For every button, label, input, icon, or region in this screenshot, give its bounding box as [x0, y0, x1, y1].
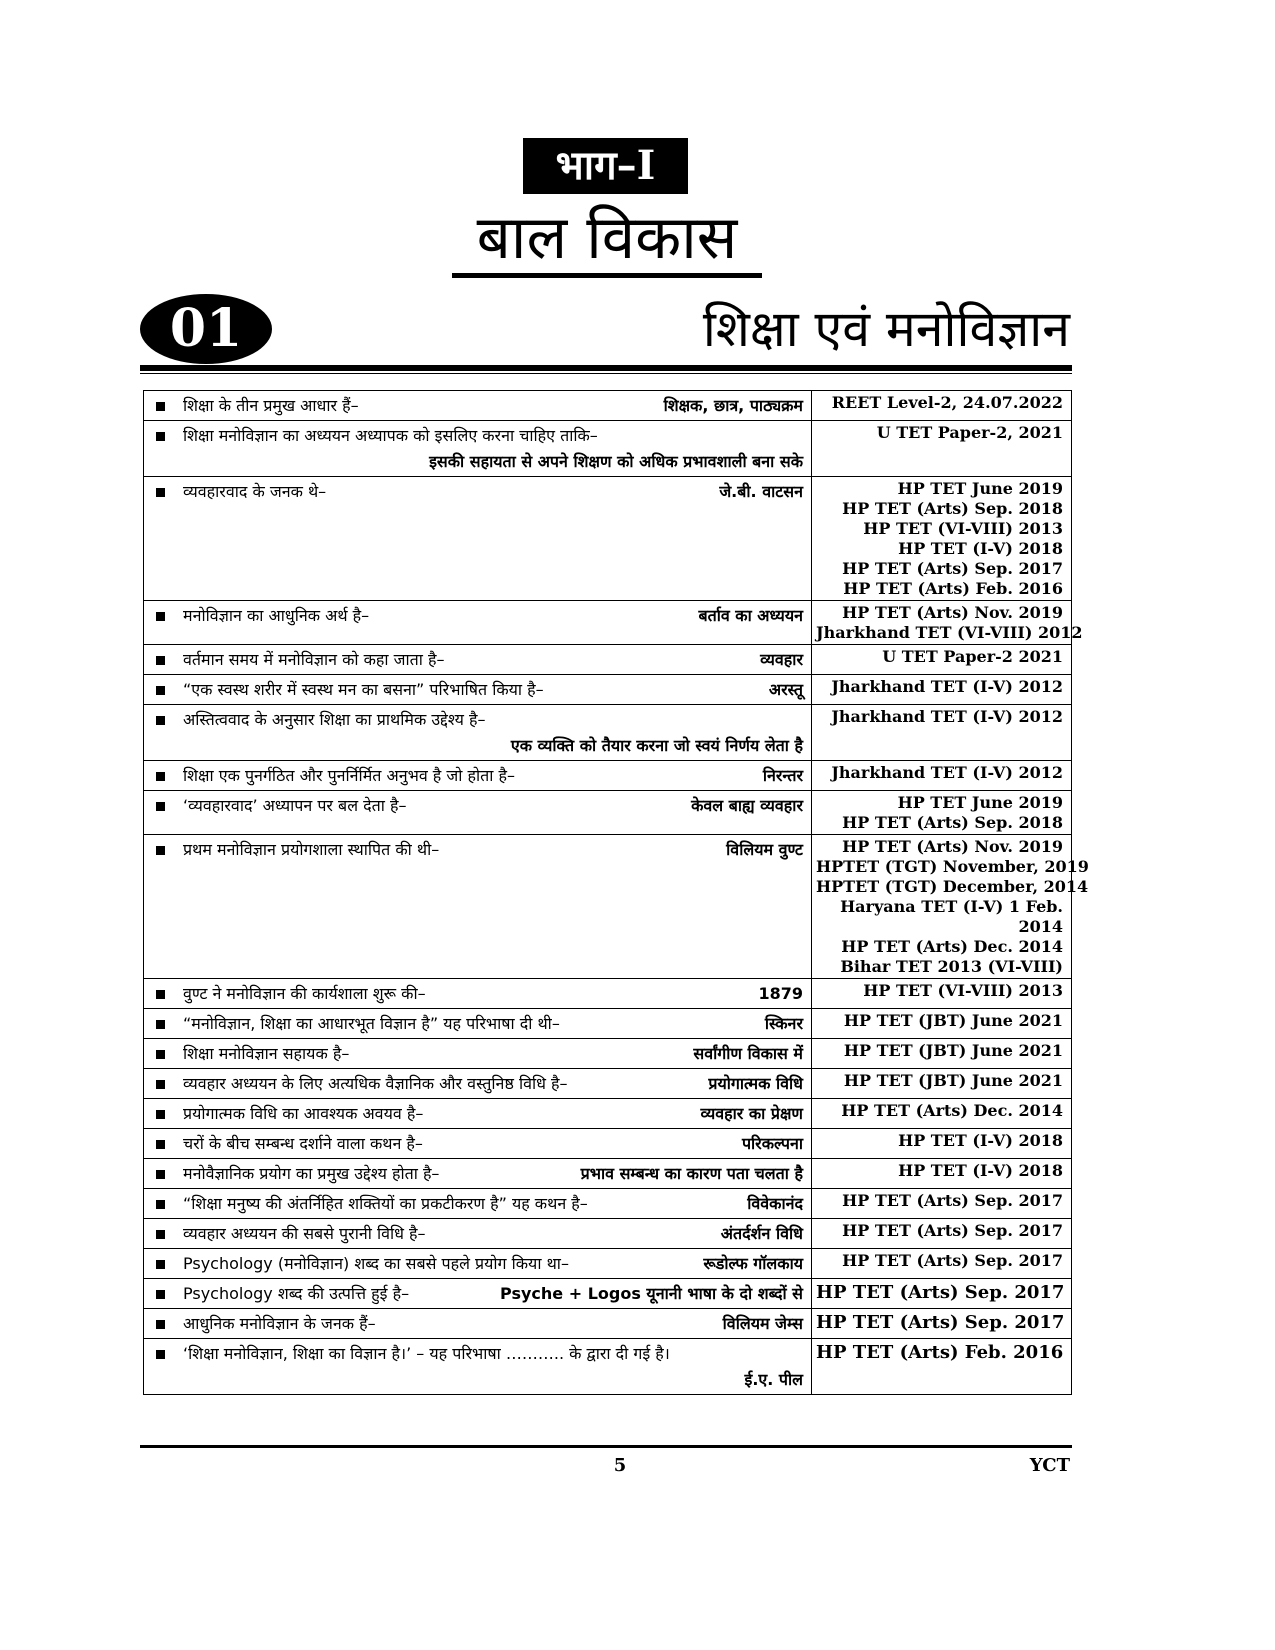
question-text: “मनोविज्ञान, शिक्षा का आधारभूत विज्ञान है” यह परिभाषा दी थी–: [183, 1014, 560, 1033]
exam-source: REET Level-2, 24.07.2022: [831, 393, 1063, 412]
exam-source: 2014: [1018, 917, 1063, 936]
exam-source: HP TET (JBT) June 2021: [843, 1071, 1063, 1090]
question-text: “एक स्वस्थ शरीर में स्वस्थ मन का बसना” परिभाषित किया है–: [183, 680, 544, 699]
exam-source-cell: [812, 1309, 1072, 1339]
exam-source-cell: [812, 979, 1072, 1009]
exam-source: HP TET (Arts) Nov. 2019: [842, 837, 1063, 856]
answer-text: शिक्षक, छात्र, पाठ्यक्रम: [663, 396, 803, 415]
question-cell: [144, 675, 812, 705]
question-text: Psychology शब्द की उत्पत्ति हुई है–: [183, 1284, 410, 1303]
question-cell: [144, 645, 812, 675]
question-row: [144, 1069, 1072, 1099]
exam-source: HP TET (Arts) Sep. 2017: [842, 1251, 1063, 1270]
question-cell: [144, 1219, 812, 1249]
answer-text: विवेकानंद: [747, 1194, 803, 1213]
answer-text: सर्वांगीण विकास में: [693, 1044, 803, 1063]
answer-text: केवल बाह्य व्यवहार: [691, 796, 803, 815]
question-row: [144, 1279, 1072, 1309]
exam-source: HP TET (Arts) Dec. 2014: [841, 937, 1063, 956]
exam-source: U TET Paper-2 2021: [882, 647, 1063, 666]
question-cell: [144, 1099, 812, 1129]
exam-source: HP TET (Arts) Nov. 2019: [842, 603, 1063, 622]
question-text: चरों के बीच सम्बन्ध दर्शाने वाला कथन है–: [183, 1134, 423, 1153]
question-text: शिक्षा के तीन प्रमुख आधार हैं–: [183, 396, 359, 415]
answer-text: प्रयोगात्मक विधि: [708, 1074, 803, 1093]
square-bullet-icon: [156, 1320, 165, 1329]
question-row: [144, 979, 1072, 1009]
question-cell: [144, 1249, 812, 1279]
exam-source-cell: [812, 477, 1072, 601]
question-cell: [144, 705, 812, 761]
exam-source-cell: [812, 1039, 1072, 1069]
exam-source: Jharkhand TET (I-V) 2012: [831, 677, 1063, 696]
question-row: [144, 675, 1072, 705]
question-row: [144, 761, 1072, 791]
question-cell: [144, 1039, 812, 1069]
answer-text: बर्ताव का अध्ययन: [698, 606, 803, 625]
square-bullet-icon: [156, 1110, 165, 1119]
question-row: [144, 1159, 1072, 1189]
question-text: प्रथम मनोविज्ञान प्रयोगशाला स्थापित की थी–: [183, 840, 440, 859]
question-row: [144, 1339, 1072, 1395]
question-row: [144, 791, 1072, 835]
answer-text: अंतर्दर्शन विधि: [720, 1224, 803, 1243]
question-row: [144, 1249, 1072, 1279]
answer-text: अरस्तू: [768, 680, 803, 699]
answer-text: 1879: [758, 984, 803, 1003]
question-cell: [144, 391, 812, 421]
chapter-title: शिक्षा एवं मनोविज्ञान: [702, 300, 1070, 358]
question-cell: [144, 1069, 812, 1099]
exam-source-cell: [812, 1249, 1072, 1279]
exam-source: Haryana TET (I-V) 1 Feb.: [840, 897, 1063, 916]
exam-source: Jharkhand TET (VI-VIII) 2012: [816, 623, 1083, 642]
square-bullet-icon: [156, 402, 165, 411]
main-title: बाल विकास: [476, 203, 738, 273]
exam-source-cell: [812, 1099, 1072, 1129]
answer-text: इसकी सहायता से अपने शिक्षण को अधिक प्रभावशाली बना सके: [429, 452, 803, 471]
question-text: मनोविज्ञान का आधुनिक अर्थ है–: [183, 606, 370, 625]
answer-text: जे.बी. वाटसन: [719, 482, 803, 501]
question-text: वुण्ट ने मनोविज्ञान की कार्यशाला शुरू की–: [183, 984, 426, 1003]
exam-source-cell: [812, 601, 1083, 645]
exam-source: HPTET (TGT) November, 2019: [816, 857, 1089, 876]
question-cell: [144, 1279, 812, 1309]
exam-source-cell: [812, 421, 1072, 477]
question-cell: [144, 421, 812, 477]
question-text: ‘शिक्षा मनोविज्ञान, शिक्षा का विज्ञान है।’ – यह परिभाषा ……….. के द्वारा दी गई है।: [183, 1344, 670, 1363]
exam-source: HP TET (Arts) Dec. 2014: [841, 1101, 1063, 1120]
question-row: [144, 1309, 1072, 1339]
question-row: [144, 391, 1072, 421]
exam-source: Jharkhand TET (I-V) 2012: [831, 707, 1063, 726]
exam-source: HP TET June 2019: [897, 793, 1063, 812]
question-table: [143, 390, 1089, 1395]
square-bullet-icon: [156, 1020, 165, 1029]
answer-text: निरन्तर: [762, 766, 803, 785]
exam-source: HP TET (Arts) Sep. 2018: [842, 499, 1063, 518]
exam-source: HP TET (Arts) Sep. 2017: [816, 1282, 1065, 1303]
exam-source: HP TET (I-V) 2018: [898, 539, 1063, 558]
question-cell: [144, 1339, 812, 1395]
question-text: शिक्षा एक पुनर्गठित और पुनर्निर्मित अनुभव है जो होता है–: [183, 766, 515, 785]
answer-text: व्यवहार: [760, 650, 803, 669]
exam-source-cell: [812, 1129, 1072, 1159]
square-bullet-icon: [156, 1140, 165, 1149]
answer-text: रूडोल्फ गॉलकाय: [703, 1254, 803, 1273]
square-bullet-icon: [156, 716, 165, 725]
answer-text: परिकल्पना: [741, 1134, 803, 1153]
question-cell: [144, 601, 812, 645]
footer-divider: [140, 1445, 1072, 1448]
exam-source-cell: [812, 1189, 1072, 1219]
publisher-brand: YCT: [1029, 1455, 1070, 1476]
exam-source-cell: [812, 835, 1089, 979]
question-row: [144, 645, 1072, 675]
question-text: व्यवहार अध्ययन के लिए अत्यधिक वैज्ञानिक और वस्तुनिष्ठ विधि है–: [183, 1074, 568, 1093]
exam-source: HP TET (Arts) Sep. 2018: [842, 813, 1063, 832]
square-bullet-icon: [156, 488, 165, 497]
exam-source: HP TET (Arts) Sep. 2017: [842, 1221, 1063, 1240]
question-cell: [144, 1189, 812, 1219]
title-underline: [452, 273, 762, 278]
chapter-divider-thin: [140, 373, 1072, 374]
question-text: ‘व्यवहारवाद’ अध्यापन पर बल देता है–: [183, 796, 407, 815]
question-row: [144, 601, 1072, 645]
answer-text: ई.ए. पील: [744, 1370, 803, 1389]
exam-source-cell: [812, 1219, 1072, 1249]
question-text: आधुनिक मनोविज्ञान के जनक हैं–: [183, 1314, 376, 1333]
exam-source-cell: [812, 1009, 1072, 1039]
question-cell: [144, 1159, 812, 1189]
square-bullet-icon: [156, 1350, 165, 1359]
exam-source: HP TET June 2019: [897, 479, 1063, 498]
square-bullet-icon: [156, 656, 165, 665]
question-text: मनोवैज्ञानिक प्रयोग का प्रमुख उद्देश्य होता है–: [183, 1164, 440, 1183]
answer-text: Psyche + Logos यूनानी भाषा के दो शब्दों से: [500, 1284, 803, 1303]
square-bullet-icon: [156, 612, 165, 621]
question-cell: [144, 1009, 812, 1039]
question-row: [144, 1039, 1072, 1069]
question-cell: [144, 761, 812, 791]
exam-source-cell: [812, 675, 1072, 705]
question-row: [144, 1009, 1072, 1039]
question-row: [144, 1099, 1072, 1129]
square-bullet-icon: [156, 1260, 165, 1269]
answer-text: व्यवहार का प्रेक्षण: [700, 1104, 803, 1123]
exam-source: HP TET (I-V) 2018: [898, 1161, 1063, 1180]
exam-source: HP TET (VI-VIII) 2013: [863, 981, 1063, 1000]
square-bullet-icon: [156, 846, 165, 855]
exam-source: HP TET (I-V) 2018: [898, 1131, 1063, 1150]
chapter-divider: [140, 365, 1072, 371]
exam-source: HP TET (Arts) Feb. 2016: [843, 579, 1063, 598]
exam-source-cell: [812, 1279, 1072, 1309]
exam-source: HP TET (JBT) June 2021: [843, 1011, 1063, 1030]
answer-text: प्रभाव सम्बन्ध का कारण पता चलता है: [580, 1164, 803, 1183]
question-text: व्यवहारवाद के जनक थे–: [183, 482, 327, 501]
square-bullet-icon: [156, 802, 165, 811]
exam-source: Bihar TET 2013 (VI-VIII): [840, 957, 1063, 976]
question-cell: [144, 791, 812, 835]
question-cell: [144, 1309, 812, 1339]
exam-source-cell: [812, 761, 1072, 791]
answer-text: विलियम जेम्स: [722, 1314, 803, 1333]
exam-source-cell: [812, 705, 1072, 761]
square-bullet-icon: [156, 1200, 165, 1209]
question-text: शिक्षा मनोविज्ञान का अध्ययन अध्यापक को इसलिए करना चाहिए ताकि–: [183, 426, 598, 445]
part-label: भाग–I: [523, 138, 688, 194]
exam-source: HPTET (TGT) December, 2014: [816, 877, 1089, 896]
exam-source-cell: [812, 391, 1072, 421]
question-row: [144, 705, 1072, 761]
question-text: शिक्षा मनोविज्ञान सहायक है–: [183, 1044, 350, 1063]
exam-source: HP TET (Arts) Sep. 2017: [842, 559, 1063, 578]
question-cell: [144, 835, 812, 979]
question-text: व्यवहार अध्ययन की सबसे पुरानी विधि है–: [183, 1224, 426, 1243]
question-row: [144, 835, 1072, 979]
square-bullet-icon: [156, 686, 165, 695]
answer-text: एक व्यक्ति को तैयार करना जो स्वयं निर्णय लेता है: [510, 736, 803, 755]
exam-source: HP TET (VI-VIII) 2013: [863, 519, 1063, 538]
question-text: Psychology (मनोविज्ञान) शब्द का सबसे पहले प्रयोग किया था–: [183, 1254, 569, 1273]
answer-text: विलियम वुण्ट: [726, 840, 803, 859]
exam-source: Jharkhand TET (I-V) 2012: [831, 763, 1063, 782]
exam-source-cell: [812, 645, 1072, 675]
square-bullet-icon: [156, 1170, 165, 1179]
square-bullet-icon: [156, 1230, 165, 1239]
square-bullet-icon: [156, 432, 165, 441]
question-text: प्रयोगात्मक विधि का आवश्यक अवयव है–: [183, 1104, 424, 1123]
exam-source: HP TET (Arts) Sep. 2017: [816, 1312, 1065, 1333]
exam-source-cell: [812, 791, 1072, 835]
exam-source: HP TET (Arts) Sep. 2017: [842, 1191, 1063, 1210]
question-text: अस्तित्ववाद के अनुसार शिक्षा का प्राथमिक उद्देश्य है–: [183, 710, 486, 729]
answer-text: स्किनर: [764, 1014, 803, 1033]
exam-source: HP TET (JBT) June 2021: [843, 1041, 1063, 1060]
question-row: [144, 421, 1072, 477]
square-bullet-icon: [156, 772, 165, 781]
question-cell: [144, 477, 812, 601]
chapter-number: 01: [140, 294, 272, 364]
square-bullet-icon: [156, 1050, 165, 1059]
question-cell: [144, 1129, 812, 1159]
square-bullet-icon: [156, 1290, 165, 1299]
question-row: [144, 477, 1072, 601]
square-bullet-icon: [156, 990, 165, 999]
question-text: “शिक्षा मनुष्य की अंतर्निहित शक्तियों का प्रकटीकरण है” यह कथन है–: [183, 1194, 588, 1213]
question-row: [144, 1129, 1072, 1159]
exam-source: U TET Paper-2, 2021: [876, 423, 1063, 442]
exam-source-cell: [812, 1159, 1072, 1189]
question-row: [144, 1189, 1072, 1219]
question-text: वर्तमान समय में मनोविज्ञान को कहा जाता है–: [183, 650, 445, 669]
exam-source-cell: [812, 1069, 1072, 1099]
exam-source-cell: [812, 1339, 1072, 1395]
question-row: [144, 1219, 1072, 1249]
square-bullet-icon: [156, 1080, 165, 1089]
exam-source: HP TET (Arts) Feb. 2016: [816, 1342, 1064, 1363]
question-cell: [144, 979, 812, 1009]
page-number: 5: [613, 1455, 627, 1476]
